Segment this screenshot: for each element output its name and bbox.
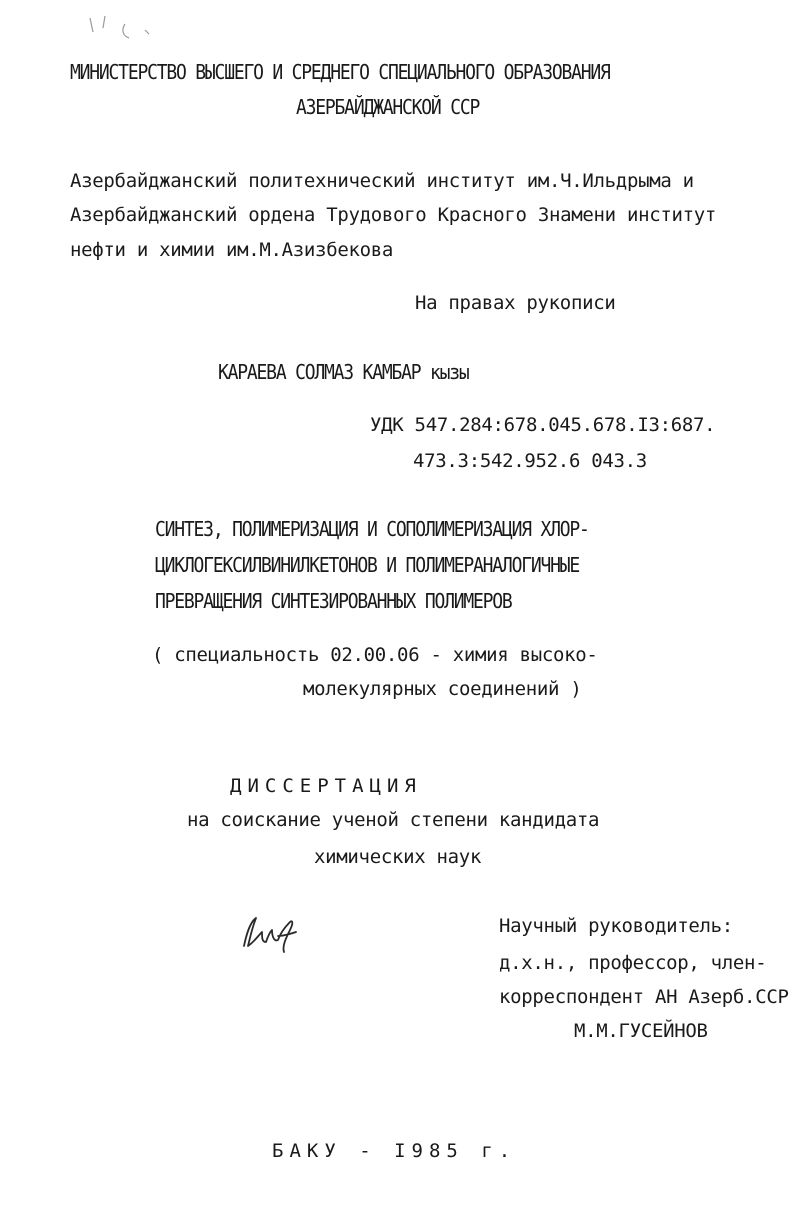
supervisor-name: М.М.ГУСЕЙНОВ [574, 1020, 708, 1042]
supervisor-label: Научный руководитель: [499, 915, 733, 937]
supervisor-line-2: корреспондент АН Азерб.ССР [499, 986, 789, 1008]
ministry-line-1: МИНИСТЕРСТВО ВЫСШЕГО И СРЕДНЕГО СПЕЦИАЛЬНОГО ОБРАЗОВАНИЯ [70, 61, 610, 85]
footer-city-year: БАКУ - I985 г. [272, 1140, 517, 1162]
title-line-3: ПРЕВРАЩЕНИЯ СИНТЕЗИРОВАННЫХ ПОЛИМЕРОВ [155, 590, 512, 614]
specialty-line-1: ( специальность 02.00.06 - химия высоко- [152, 644, 598, 666]
institute-line-2: Азербайджанский ордена Трудового Красного Знамени институт [70, 204, 717, 226]
dissertation-line-1: на соискание ученой степени кандидата [187, 809, 600, 831]
supervisor-line-1: д.х.н., профессор, член- [499, 952, 767, 974]
institute-line-3: нефти и химии им.М.Азизбекова [70, 239, 394, 261]
title-line-1: СИНТЕЗ, ПОЛИМЕРИЗАЦИЯ И СОПОЛИМЕРИЗАЦИЯ ХЛОР- [155, 518, 589, 542]
rights-note: На правах рукописи [415, 292, 616, 314]
title-line-2: ЦИКЛОГЕКСИЛВИНИЛКЕТОНОВ И ПОЛИМЕРАНАЛОГИЧНЫЕ [155, 554, 580, 578]
udk-line-1: УДК 547.284:678.045.678.I3:687. [370, 414, 716, 436]
signature [238, 912, 300, 956]
ministry-line-2: АЗЕРБАЙДЖАНСКОЙ ССР [296, 96, 480, 120]
specialty-line-2: молекулярных соединений ) [303, 678, 582, 700]
scan-marks [85, 10, 175, 50]
udk-line-2: 473.3:542.952.6 043.3 [413, 450, 647, 472]
dissertation-line-2: химических наук [314, 846, 482, 868]
dissertation-heading: ДИССЕРТАЦИЯ [230, 775, 422, 797]
author-name: КАРАЕВА СОЛМАЗ КАМБАР кызы [218, 361, 469, 385]
institute-line-1: Азербайджанский политехнический институт им.Ч.Ильдрыма и [70, 170, 694, 192]
